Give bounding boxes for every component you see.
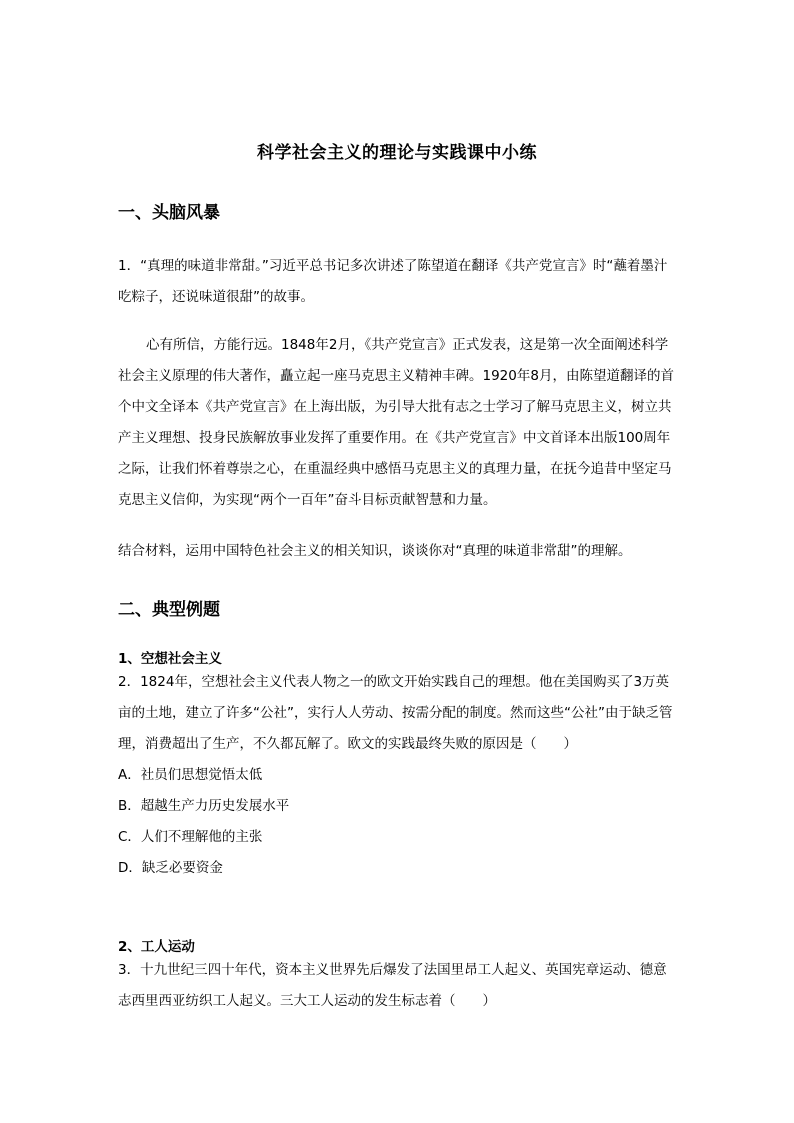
topic-heading-utopian-socialism: 1、空想社会主义 — [118, 651, 222, 667]
question-2-option-d: D．缺乏必要资金 — [118, 860, 223, 876]
question-1-task: 结合材料，运用中国特色社会主义的相关知识，谈谈你对“真理的味道非常甜”的理解。 — [118, 543, 632, 559]
document-title: 科学社会主义的理论与实践课中小练 — [257, 143, 537, 163]
question-3-text: 3．十九世纪三四十年代，资本主义世界先后爆发了法国里昂工人起义、英国宪章运动、德意志西里西亚纺织工人起义。三大工人运动的发生标志着（ ） — [118, 962, 667, 1009]
question-1-intro: 1．“真理的味道非常甜。”习近平总书记多次讲述了陈望道在翻译《共产党宣言》时“蘸着墨汁吃粽子，还说味道很甜”的故事。 — [118, 258, 668, 305]
topic-heading-workers-movement: 2、工人运动 — [118, 939, 195, 955]
section-heading-examples: 二、典型例题 — [118, 600, 220, 620]
question-2-text: 2．1824年，空想社会主义代表人物之一的欧文开始实践自己的理想。他在美国购买了3万英亩的土地，建立了许多“公社”，实行人人劳动、按需分配的制度。然而这些“公社”由于缺乏管理，消费超出了生产，不久都瓦解了。欧文的实践最终失败的原因是（ ） — [118, 674, 673, 752]
section-heading-brainstorm: 一、头脑风暴 — [118, 203, 220, 223]
question-1-material: 心有所信，方能行远。1848年2月，《共产党宣言》正式发表，这是第一次全面阐述科学社会主义原理的伟大著作，矗立起一座马克思主义精神丰碑。1920年8月，由陈望道翻译的首个中文全译本《共产党宣言》在上海出版，为引导大批有志之士学习了解马克思主义，树立共产主义理想、投身民族解放事业发挥了重要作用。在《共产党宣言》中文首译本出版100周年之际，让我们怀着尊崇之心，在重温经典中感悟马克思主义的真理力量，在抚今追昔中坚定马克思主义信仰，为实现“两个一百年”奋斗目标贡献智慧和力量。 — [118, 337, 674, 508]
question-2-option-c: C．人们不理解他的主张 — [118, 829, 263, 845]
question-2-option-a: A．社员们思想觉悟太低 — [118, 767, 263, 783]
question-2-option-b: B．超越生产力历史发展水平 — [118, 798, 290, 814]
